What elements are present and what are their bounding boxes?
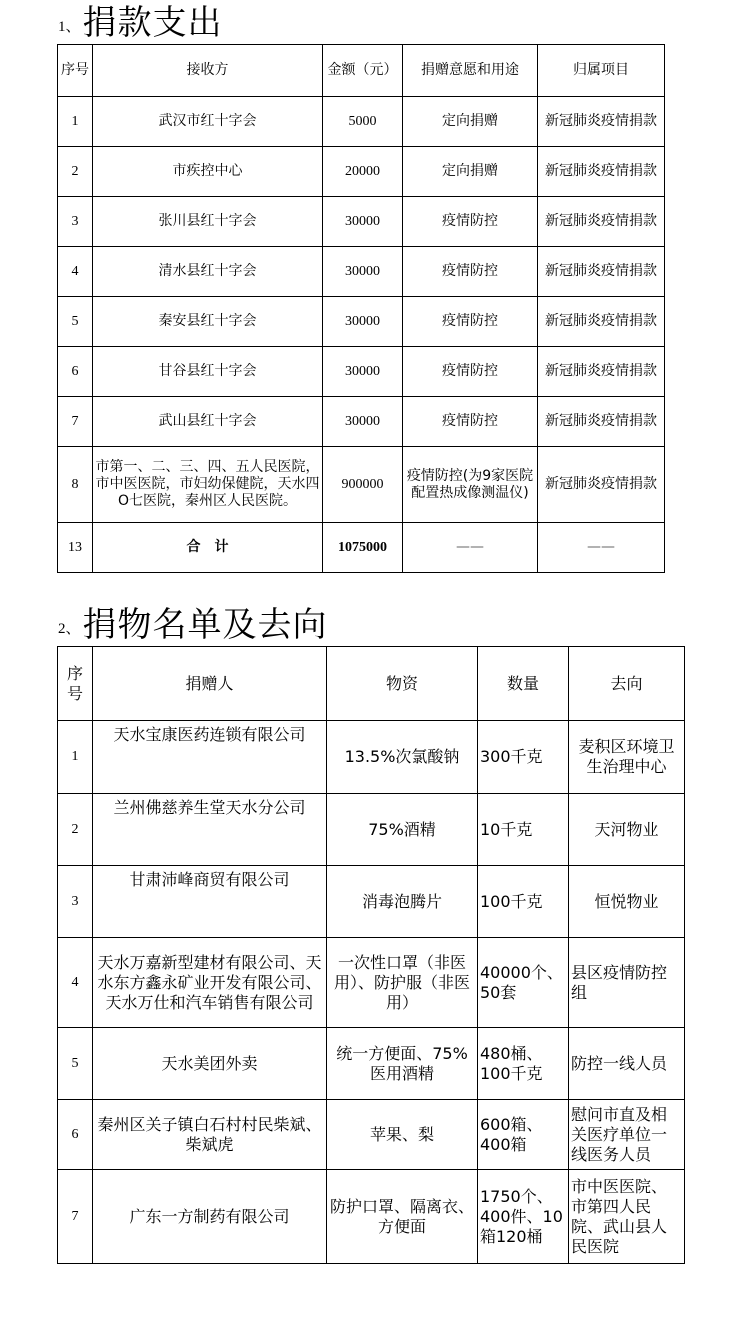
recipient-cell: 秦安县红十字会 [93, 297, 323, 347]
goods-cell: 统一方便面、75%医用酒精 [327, 1028, 478, 1100]
purpose-cell: 定向捐赠 [403, 97, 538, 147]
total-amount: 1075000 [323, 523, 403, 573]
row-index: 4 [58, 938, 93, 1028]
quantity-cell: 100千克 [478, 866, 569, 938]
table-row [58, 721, 685, 794]
table-row [58, 1100, 685, 1170]
header-cell: 序号 [58, 45, 93, 97]
donor-cell: 天水万嘉新型建材有限公司、天水东方鑫永矿业开发有限公司、天水万仕和汽车销售有限公司 [93, 938, 327, 1028]
section2-heading [58, 605, 328, 645]
recipient-cell: 武汉市红十字会 [93, 97, 323, 147]
quantity-cell: 40000个、50套 [478, 938, 569, 1028]
table-row [58, 447, 665, 523]
project-cell: 新冠肺炎疫情捐款 [538, 97, 665, 147]
section2-number: 2、 [58, 621, 81, 637]
row-index: 1 [58, 97, 93, 147]
recipient-cell: 张川县红十字会 [93, 197, 323, 247]
destination-cell: 防控一线人员 [569, 1028, 685, 1100]
table-header-row [58, 45, 665, 97]
section1-title: 捐款支出 [82, 3, 223, 43]
row-index: 8 [58, 447, 93, 523]
donor-cell: 兰州佛慈养生堂天水分公司 [93, 794, 327, 866]
project-cell: 新冠肺炎疫情捐款 [538, 347, 665, 397]
project-cell: 新冠肺炎疫情捐款 [538, 397, 665, 447]
quantity-cell: 600箱、400箱 [478, 1100, 569, 1170]
quantity-cell: 480桶、100千克 [478, 1028, 569, 1100]
section2-title: 捐物名单及去向 [82, 605, 328, 645]
goods-cell: 防护口罩、隔离衣、方便面 [327, 1170, 478, 1264]
purpose-cell: 疫情防控 [403, 347, 538, 397]
project-cell: 新冠肺炎疫情捐款 [538, 147, 665, 197]
donor-cell: 天水宝康医药连锁有限公司 [93, 721, 327, 794]
project-cell: 新冠肺炎疫情捐款 [538, 447, 665, 523]
amount-cell: 20000 [323, 147, 403, 197]
amount-cell: 30000 [323, 347, 403, 397]
amount-cell: 900000 [323, 447, 403, 523]
row-index: 4 [58, 247, 93, 297]
purpose-cell: 疫情防控 [403, 297, 538, 347]
section1-heading [58, 3, 223, 43]
row-index: 3 [58, 197, 93, 247]
table-row [58, 866, 685, 938]
purpose-cell: 疫情防控 [403, 397, 538, 447]
purpose-cell: 疫情防控(为9家医院配置热成像测温仪) [403, 447, 538, 523]
row-index: 2 [58, 794, 93, 866]
table-row [58, 1170, 685, 1264]
goods-cell: 13.5%次氯酸钠 [327, 721, 478, 794]
donor-cell: 甘肃沛峰商贸有限公司 [93, 866, 327, 938]
row-index: 6 [58, 1100, 93, 1170]
donor-cell: 天水美团外卖 [93, 1028, 327, 1100]
quantity-cell: 10千克 [478, 794, 569, 866]
destination-cell: 县区疫情防控组 [569, 938, 685, 1028]
donated-goods-table [57, 646, 685, 1264]
total-index: 13 [58, 523, 93, 573]
destination-cell: 恒悦物业 [569, 866, 685, 938]
row-index: 5 [58, 1028, 93, 1100]
header-cell: 去向 [569, 647, 685, 721]
project-cell: 新冠肺炎疫情捐款 [538, 197, 665, 247]
quantity-cell: 300千克 [478, 721, 569, 794]
header-cell: 捐赠人 [93, 647, 327, 721]
donation-expenditure-table [57, 44, 665, 573]
amount-cell: 30000 [323, 247, 403, 297]
amount-cell: 30000 [323, 397, 403, 447]
row-index: 1 [58, 721, 93, 794]
goods-cell: 75%酒精 [327, 794, 478, 866]
table-row [58, 1028, 685, 1100]
header-cell: 接收方 [93, 45, 323, 97]
header-cell: 物资 [327, 647, 478, 721]
row-index: 6 [58, 347, 93, 397]
section1-number: 1、 [58, 19, 81, 35]
recipient-cell: 市疾控中心 [93, 147, 323, 197]
purpose-cell: 疫情防控 [403, 197, 538, 247]
donor-cell: 秦州区关子镇白石村村民柴斌、柴斌虎 [93, 1100, 327, 1170]
goods-cell: 消毒泡腾片 [327, 866, 478, 938]
purpose-cell: 定向捐赠 [403, 147, 538, 197]
row-index: 5 [58, 297, 93, 347]
table-row [58, 197, 665, 247]
project-cell: 新冠肺炎疫情捐款 [538, 247, 665, 297]
table-row [58, 97, 665, 147]
table-row [58, 297, 665, 347]
table-header-row [58, 647, 685, 721]
row-index: 7 [58, 1170, 93, 1264]
row-index: 7 [58, 397, 93, 447]
header-cell: 归属项目 [538, 45, 665, 97]
destination-cell: 天河物业 [569, 794, 685, 866]
recipient-cell: 清水县红十字会 [93, 247, 323, 297]
table-row [58, 247, 665, 297]
header-cell: 捐赠意愿和用途 [403, 45, 538, 97]
destination-cell: 市中医医院、市第四人民院、武山县人民医院 [569, 1170, 685, 1264]
row-index: 2 [58, 147, 93, 197]
header-cell: 数量 [478, 647, 569, 721]
header-cell: 序号 [58, 647, 93, 721]
row-index: 3 [58, 866, 93, 938]
table-row [58, 147, 665, 197]
amount-cell: 30000 [323, 297, 403, 347]
recipient-cell: 甘谷县红十字会 [93, 347, 323, 397]
table-row [58, 794, 685, 866]
donor-cell: 广东一方制药有限公司 [93, 1170, 327, 1264]
header-cell: 金额（元） [323, 45, 403, 97]
quantity-cell: 1750个、400件、10箱120桶 [478, 1170, 569, 1264]
total-project: —— [538, 523, 665, 573]
amount-cell: 5000 [323, 97, 403, 147]
amount-cell: 30000 [323, 197, 403, 247]
table-row [58, 397, 665, 447]
destination-cell: 慰问市直及相关医疗单位一线医务人员 [569, 1100, 685, 1170]
goods-cell: 苹果、梨 [327, 1100, 478, 1170]
total-label: 合 计 [93, 523, 323, 573]
table-row [58, 347, 665, 397]
destination-cell: 麦积区环境卫生治理中心 [569, 721, 685, 794]
recipient-cell: 市第一、二、三、四、五人民医院，市中医医院，市妇幼保健院，天水四O七医院，秦州区人民医院。 [93, 447, 323, 523]
project-cell: 新冠肺炎疫情捐款 [538, 297, 665, 347]
table-row [58, 938, 685, 1028]
goods-cell: 一次性口罩（非医用）、防护服（非医用） [327, 938, 478, 1028]
purpose-cell: 疫情防控 [403, 247, 538, 297]
table-total-row [58, 523, 665, 573]
recipient-cell: 武山县红十字会 [93, 397, 323, 447]
total-purpose: —— [403, 523, 538, 573]
